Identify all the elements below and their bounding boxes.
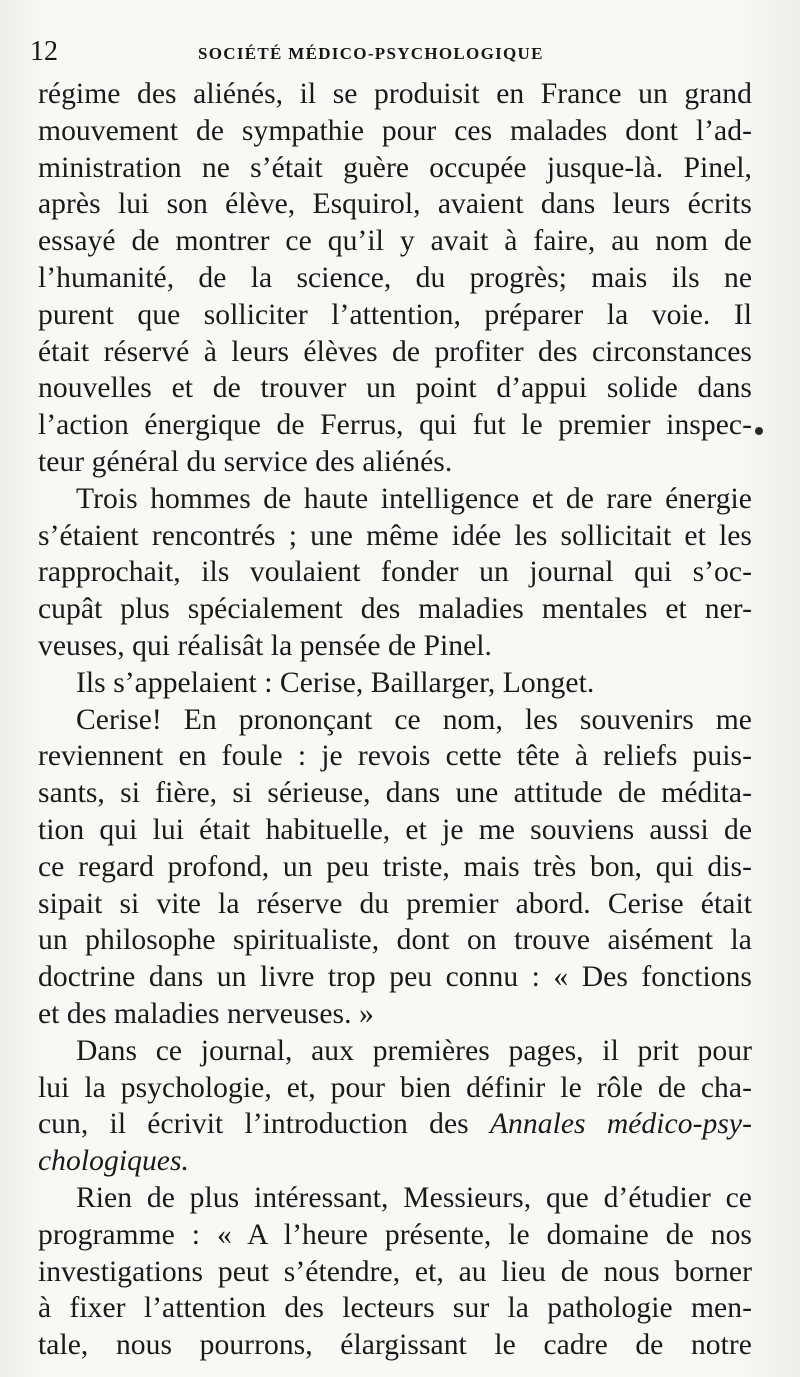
text-line: cupât plus spécialement des maladies mentales et ner- (38, 593, 752, 626)
page-number: 12 (30, 36, 58, 67)
text-segment: cun, il écrivit l’introduction des (38, 1108, 490, 1141)
body-text (38, 76, 752, 1364)
text-line: sipait si vite la réserve du premier abord. Cerise était (38, 887, 752, 920)
text-line: programme : « A l’heure présente, le domaine de nos (38, 1218, 752, 1251)
paragraph-first-line: Rien de plus intéressant, Messieurs, que d’étudier ce (76, 1181, 752, 1214)
text-line: après lui son élève, Esquirol, avaient dans leurs écrits (38, 188, 752, 221)
text-line: tion qui lui était habituelle, et je me souviens aussi de (38, 813, 752, 846)
text-line: reviennent en foule : je revois cette tête à reliefs puis- (38, 740, 752, 773)
text-line: régime des aliénés, il se produisit en France un grand (38, 78, 752, 110)
text-line: teur général du service des aliénés. (38, 445, 453, 478)
paragraph-first-line: Trois hommes de haute intelligence et de rare énergie (76, 482, 752, 515)
page-header (30, 36, 750, 76)
text-line: sants, si fière, si sérieuse, dans une attitude de médita- (38, 777, 752, 810)
text-line: était réservé à leurs élèves de profiter des circonstances (38, 335, 752, 368)
paragraph-first-line: Ils s’appelaient : Cerise, Baillarger, Longet. (76, 666, 595, 699)
text-line: purent que solliciter l’attention, préparer la voie. Il (38, 298, 752, 331)
text-line: investigations peut s’étendre, et, au lieu de nous borner (38, 1255, 752, 1288)
journal-title-continuation: chologiques. (38, 1145, 190, 1178)
text-line: veuses, qui réalisât la pensée de Pinel. (38, 629, 492, 662)
text-line: ministration ne s’était guère occupée jusque-là. Pinel, (38, 151, 752, 184)
margin-ink-dot (755, 427, 763, 435)
text-line: à fixer l’attention des lecteurs sur la pathologie men- (38, 1292, 752, 1325)
text-line-with-title (38, 1106, 752, 1143)
paragraph-first-line: Cerise! En prononçant ce nom, les souvenirs me (76, 703, 752, 736)
text-line: un philosophe spiritualiste, dont on trouve aisément la (38, 924, 752, 957)
text-line: mouvement de sympathie pour ces malades dont l’ad- (38, 114, 752, 147)
text-line: s’étaient rencontrés ; une même idée les sollicitait et les (38, 519, 752, 552)
text-line: rapprochait, ils voulaient fonder un journal qui s’oc- (38, 556, 752, 589)
running-title: SOCIÉTÉ MÉDICO-PSYCHOLOGIQUE (198, 44, 544, 63)
text-line: tale, nous pourrons, élargissant le cadre de notre (38, 1329, 752, 1362)
text-line: nouvelles et de trouver un point d’appui solide dans (38, 372, 752, 405)
text-line: l’action énergique de Ferrus, qui fut le premier inspec- (38, 409, 752, 442)
text-line: ce regard profond, un peu triste, mais très bon, qui dis- (38, 850, 752, 883)
paragraph-first-line: Dans ce journal, aux premières pages, il prit pour (76, 1034, 752, 1067)
text-line: essayé de montrer ce qu’il y avait à faire, au nom de (38, 225, 752, 258)
text-line: doctrine dans un livre trop peu connu : « Des fonctions (38, 961, 752, 994)
text-line: l’humanité, de la science, du progrès; mais ils ne (38, 261, 752, 294)
text-line: et des maladies nerveuses. » (38, 997, 374, 1030)
text-line: lui la psychologie, et, pour bien définir le rôle de cha- (38, 1071, 752, 1104)
journal-title: Annales médico-psy- (489, 1108, 752, 1141)
